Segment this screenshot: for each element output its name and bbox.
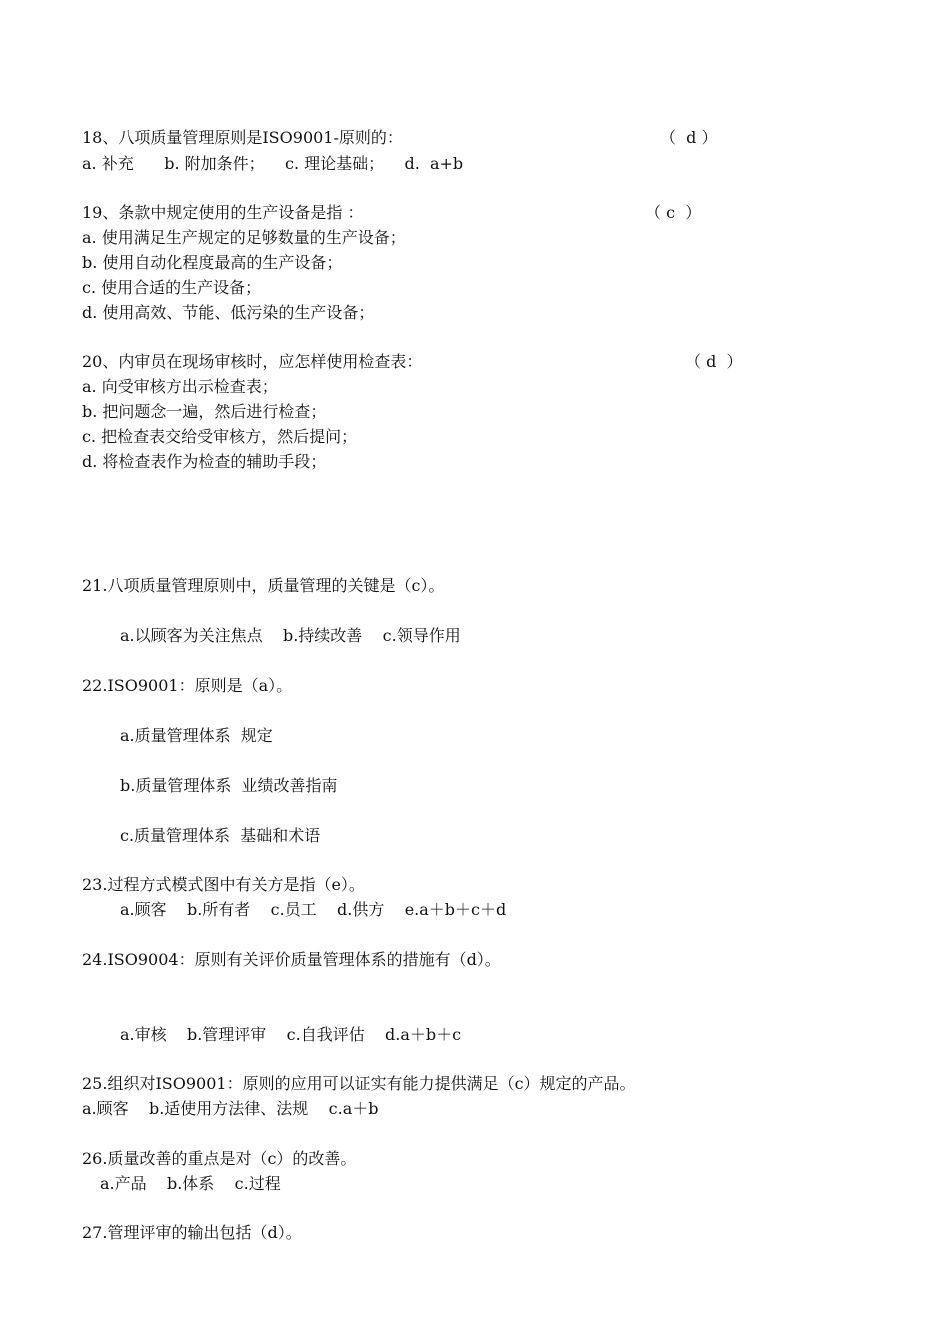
q26-options: a.产品 b.体系 c.过程: [100, 1174, 281, 1193]
q18-options: a. 补充 b. 附加条件； c. 理论基础； d. a+b: [82, 154, 464, 173]
q19-option-d: d. 使用高效、节能、低污染的生产设备；: [82, 303, 375, 322]
q25-options: a.顾客 b.适使用方法律、法规 c.a＋b: [82, 1099, 379, 1118]
q21-options: a.以顾客为关注焦点 b.持续改善 c.领导作用: [120, 626, 461, 645]
q20-option-b: b. 把问题念一遍，然后进行检查；: [82, 402, 327, 421]
q20-answer: （ d ）: [685, 352, 743, 371]
q23-options: a.顾客 b.所有者 c.员工 d.供方 e.a＋b＋c＋d: [120, 900, 507, 919]
q19-option-a: a. 使用满足生产规定的足够数量的生产设备；: [82, 228, 406, 247]
q24-options: a.审核 b.管理评审 c.自我评估 d.a＋b＋c: [120, 1025, 462, 1044]
q22-option-c: c.质量管理体系 基础和术语: [120, 826, 321, 845]
q18-answer: （ d ）: [660, 128, 718, 147]
q19-answer: （ c ）: [645, 203, 702, 222]
q19-option-b: b. 使用自动化程度最高的生产设备；: [82, 253, 343, 272]
q22-stem: 22.ISO9001：原则是（a）。: [82, 676, 293, 695]
q22-option-a: a.质量管理体系 规定: [120, 726, 273, 745]
q20-stem: 20、内审员在现场审核时，应怎样使用检查表：: [82, 352, 423, 371]
q19-stem: 19、条款中规定使用的生产设备是指 ：: [82, 203, 364, 222]
q23-stem: 23.过程方式模式图中有关方是指（e）。: [82, 875, 365, 894]
q24-stem: 24.ISO9004：原则有关评价质量管理体系的措施有（d）。: [82, 950, 501, 969]
q25-stem: 25.组织对ISO9001：原则的应用可以证实有能力提供满足（c）规定的产品。: [82, 1074, 636, 1093]
q21-stem: 21.八项质量管理原则中，质量管理的关键是（c）。: [82, 576, 445, 595]
q18-stem: 18、八项质量管理原则是ISO9001-原则的：: [82, 128, 403, 147]
q20-option-a: a. 向受审核方出示检查表；: [82, 377, 278, 396]
q20-option-d: d. 将检查表作为检查的辅助手段；: [82, 452, 327, 471]
q22-option-b: b.质量管理体系 业绩改善指南: [120, 776, 338, 795]
q27-stem: 27.管理评审的输出包括（d）。: [82, 1223, 302, 1242]
q19-option-c: c. 使用合适的生产设备；: [82, 278, 262, 297]
q20-option-c: c. 把检查表交给受审核方，然后提问；: [82, 427, 358, 446]
q26-stem: 26.质量改善的重点是对（c）的改善。: [82, 1149, 357, 1168]
